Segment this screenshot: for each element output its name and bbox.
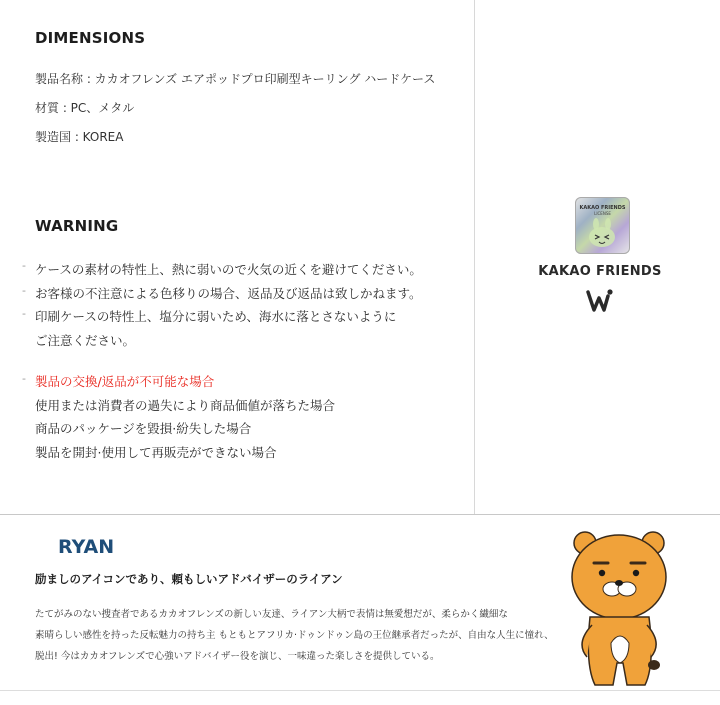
bottom-divider	[0, 690, 720, 691]
exchange-title: 製品の交換/返品が不可能な場合	[35, 374, 215, 389]
dimensions-title: DIMENSIONS	[35, 29, 146, 47]
exchange-item-1: 使用または消費者の過失により商品価値が落ちた場合	[35, 398, 336, 413]
license-line1: KAKAO FRIENDS	[579, 205, 626, 211]
spec-material: 材質 : PC、メタル	[35, 101, 135, 115]
ryan-title: RYAN	[58, 536, 115, 558]
ryan-subtitle: 励ましのアイコンであり、頼もしいアドバイザーのライアン	[35, 572, 343, 586]
rabbit-face-icon	[575, 197, 630, 254]
exchange-item-3: 製品を開封·使用して再販売ができない場合	[35, 445, 277, 460]
ryan-desc-line-3: 脱出! 今はカカオフレンズで心強いアドバイザー役を演じ、一味違った楽しさを提供している。	[35, 651, 440, 662]
brand-name: KAKAO FRIENDS	[538, 264, 662, 279]
warning-item-4: ご注意ください。	[35, 333, 136, 348]
warning-title: WARNING	[35, 217, 119, 235]
warning-dash-3: -	[22, 307, 26, 320]
exchange-item-2: 商品のパッケージを毀損·紛失した場合	[35, 421, 252, 436]
warning-item-1: ケースの素材の特性上、熱に弱いので火気の近くを避けてください。	[35, 262, 422, 277]
ryan-character-icon	[565, 525, 675, 695]
license-hologram-logo	[575, 197, 630, 254]
warning-dash-1: -	[22, 259, 26, 272]
exchange-dash: -	[22, 372, 26, 385]
ryan-desc-line-1: たてがみのない捜査者であるカカオフレンズの新しい友達、ライアン大柄で表情は無愛想だが、柔らかく繊細な	[35, 609, 508, 620]
warning-item-3: 印刷ケースの特性上、塩分に弱いため、海水に落とさないように	[35, 309, 397, 324]
spec-product-name: 製品名称 : カカオフレンズ エアポッドプロ印刷型キーリング ハードケース	[35, 72, 436, 86]
w-logo-icon	[586, 288, 614, 314]
license-line2: LICENSE	[594, 211, 611, 216]
spec-origin: 製造国 : KOREA	[35, 130, 124, 144]
vertical-divider	[474, 0, 475, 514]
ryan-desc-line-2: 素晴らしい感性を持った反転魅力の持ち主 もともとアフリカ·ドゥンドゥン島の王位継承者だったが、自由な人生に憧れ、	[35, 630, 554, 641]
warning-item-2: お客様の不注意による色移りの場合、返品及び返品は致しかねます。	[35, 286, 422, 301]
horizontal-divider	[0, 514, 720, 515]
warning-dash-2: -	[22, 284, 26, 297]
